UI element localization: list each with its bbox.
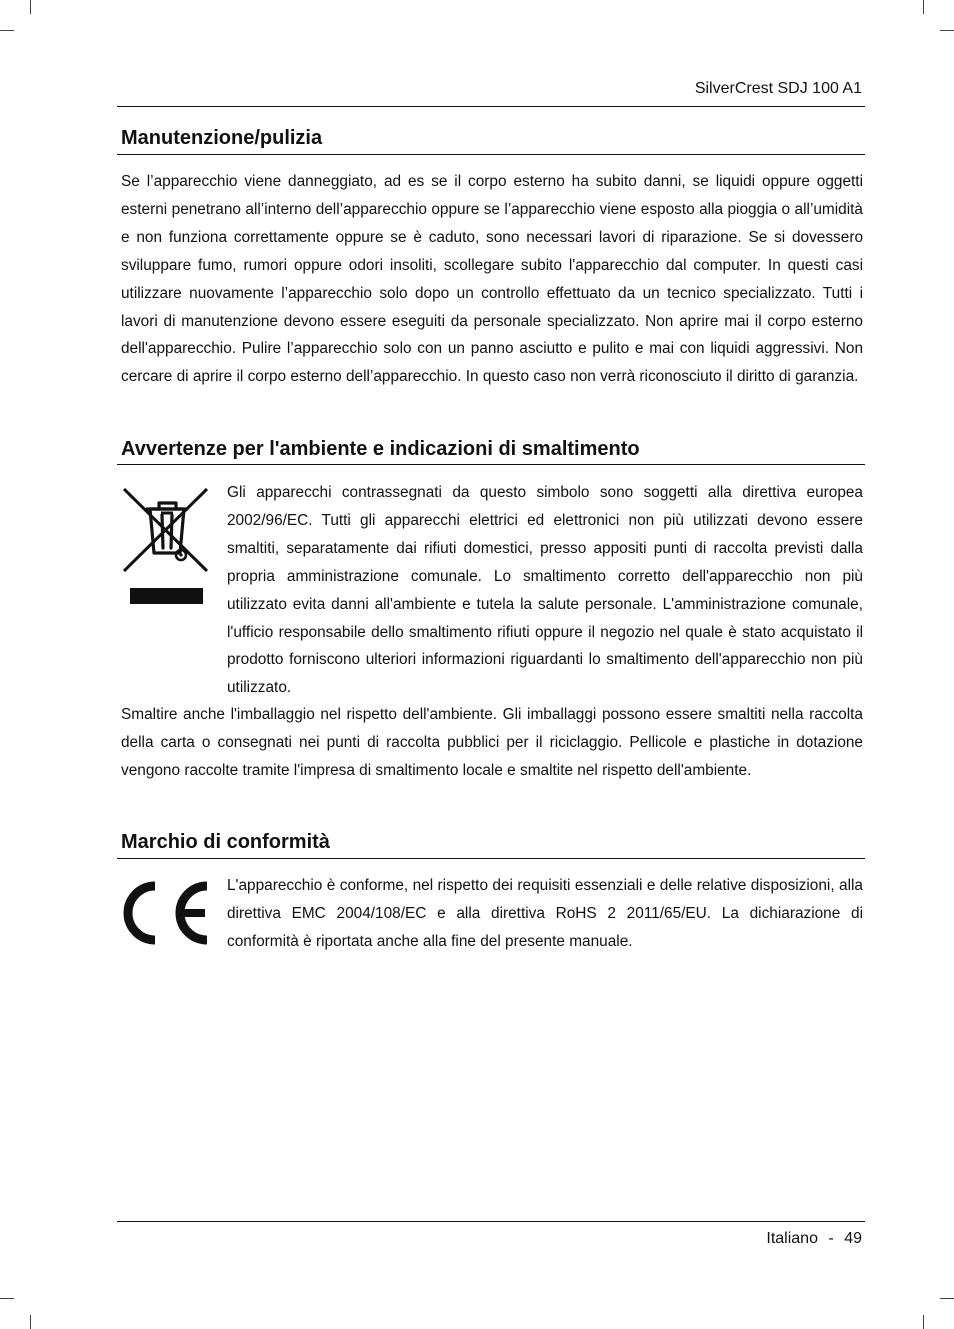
section-title-environment: Avvertenze per l'ambiente e indicazioni di smaltimento xyxy=(121,438,640,460)
page-number: 49 xyxy=(844,1230,862,1247)
footer-language: Italiano xyxy=(766,1230,818,1247)
crop-mark xyxy=(0,30,14,31)
page-footer xyxy=(766,1229,862,1249)
paragraph-packaging: Smaltire anche l'imballaggio nel rispetto dell'ambiente. Gli imballaggi possono essere smaltiti nella raccolta della carta o consegnati nei punti di raccolta pubblici per il riciclaggio. Pellicole e plastiche in dotazione vengono raccolte tramite l'impresa di smaltimento locale e smaltite nel rispetto dell'ambiente. xyxy=(121,706,863,779)
section-rule xyxy=(117,154,865,155)
paragraph-maintenance: Se l’apparecchio viene danneggiato, ad es se il corpo esterno ha subito danni, se liquidi oppure oggetti esterni penetrano all’interno dell’apparecchio oppure se l’apparecchio viene esposto alla pioggia o all’umidità e non funziona correttamente oppure se è caduto, sono necessari lavori di riparazione. Se si dovessero sviluppare fumo, rumori oppure odori insoliti, scollegare subito l'apparecchio dal computer. In questi casi utilizzare nuovamente l’apparecchio solo dopo un controllo effettuato da un tecnico specializzato. Tutti i lavori di manutenzione devono essere eseguiti da personale specializzato. Non aprire mai il corpo esterno dell'apparecchio. Pulire l’apparecchio solo con un panno asciutto e pulito e mai con liquidi aggressivi. Non cercare di aprire il corpo esterno dell’apparecchio. In questo caso non verrà riconosciuto il diritto di garanzia. xyxy=(121,173,863,386)
section-title-conformity: Marchio di conformità xyxy=(121,831,330,853)
paragraph-conformity: L'apparecchio è conforme, nel rispetto dei requisiti essenziali e delle relative disposizioni, alla direttiva EMC 2004/108/EC e alla direttiva RoHS 2 2011/65/EU. La dichiarazione di conformità è riportata anche alla fine del presente manuale. xyxy=(227,877,863,950)
crop-mark xyxy=(30,0,31,14)
crop-mark xyxy=(0,1298,14,1299)
section-rule xyxy=(117,858,865,859)
section-title-maintenance: Manutenzione/pulizia xyxy=(121,127,323,149)
crop-mark xyxy=(940,1298,954,1299)
footer-separator: - xyxy=(828,1230,834,1247)
crop-mark xyxy=(940,30,954,31)
section-rule xyxy=(117,464,865,465)
crop-mark xyxy=(923,0,924,14)
footer-rule xyxy=(117,1221,865,1222)
paragraph-weee: Gli apparecchi contrassegnati da questo simbolo sono soggetti alla direttiva europea 2002/96/EC. Tutti gli apparecchi elettrici ed elettronici non più utilizzati devono essere smaltiti, separatamente dai rifiuti domestici, presso appositi punti di raccolta previsti dalla propria amministrazione comunale. Lo smaltimento corretto dell'apparecchio non più utilizzato evita danni all'ambiente e tutela la salute personale. L'amministrazione comunale, l'ufficio responsabile dello smaltimento rifiuti oppure il negozio nel quale è stato acquistato il prodotto forniscono ulteriori informazioni riguardanti lo smaltimento dell'apparecchio non più utilizzato. xyxy=(227,484,863,697)
crop-mark xyxy=(923,1315,924,1329)
ce-mark-icon xyxy=(121,880,213,946)
running-header: SilverCrest SDJ 100 A1 xyxy=(694,80,862,97)
crop-mark xyxy=(30,1315,31,1329)
header-rule xyxy=(117,106,865,107)
crossed-out-wheelie-bin-icon xyxy=(121,485,211,607)
